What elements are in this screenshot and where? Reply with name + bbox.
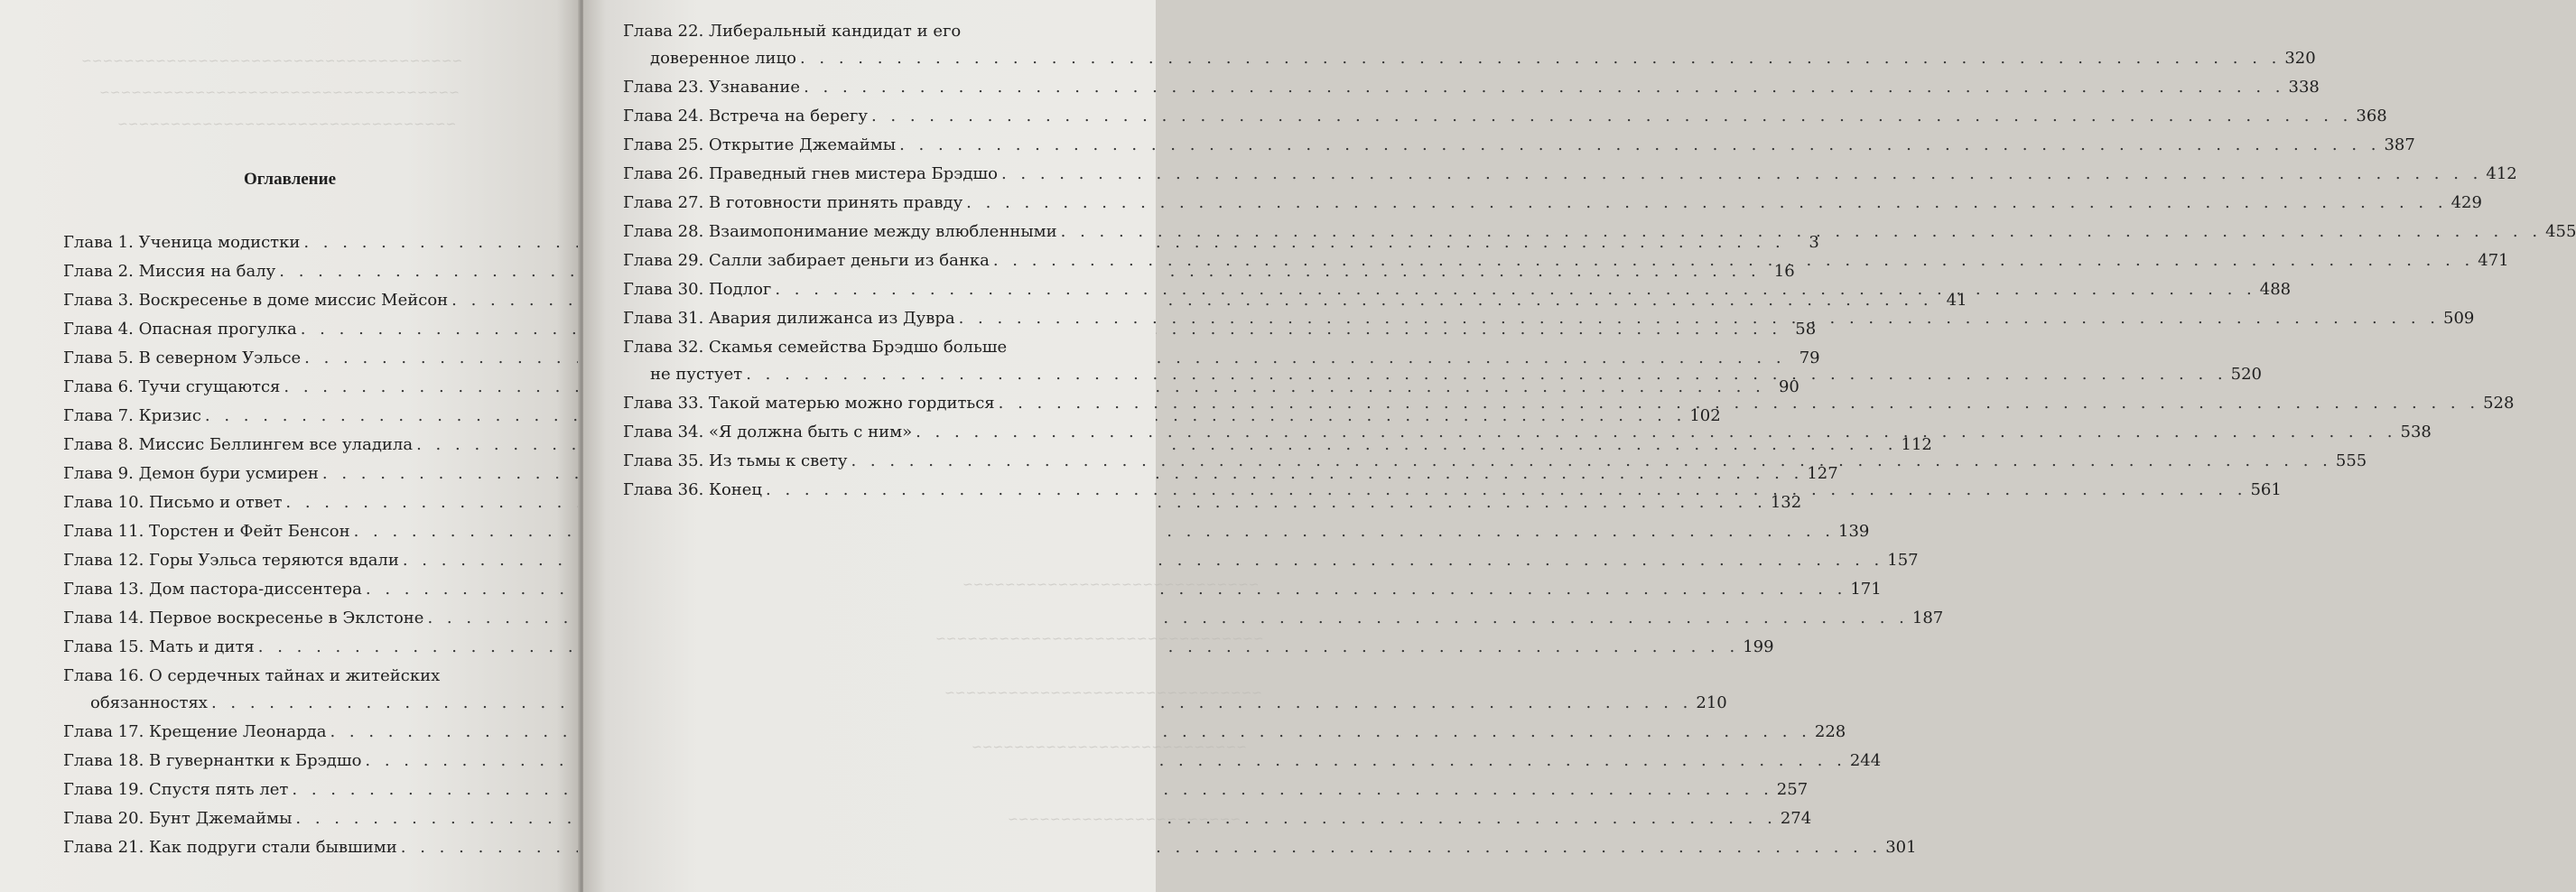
toc-entry <box>623 107 2387 135</box>
chapter-title: Глава 33. Такой матерью можно гордиться <box>623 394 995 413</box>
page-number: 455 <box>2545 222 2576 241</box>
toc-entry <box>63 809 1812 838</box>
page-number: 16 <box>1773 262 1795 281</box>
page-number: 520 <box>2230 365 2262 384</box>
chapter-title: Глава 18. В гувернантки к Брэдшо <box>63 751 362 770</box>
chapter-title: Глава 34. «Я должна быть с ним» <box>623 423 913 441</box>
toc-entry <box>63 838 1917 867</box>
page-number: 274 <box>1780 809 1812 828</box>
chapter-title-continued: доверенное лицо <box>650 49 796 68</box>
page-number: 429 <box>2450 193 2482 212</box>
chapter-title: Глава 12. Горы Уэльса теряются вдали <box>63 551 399 570</box>
chapter-title: Глава 8. Миссис Беллингем все уладила <box>63 435 414 454</box>
dot-leader <box>800 49 2281 68</box>
page-number: 488 <box>2259 280 2292 299</box>
toc-entry <box>63 609 1944 637</box>
toc-entry <box>623 222 2576 251</box>
dot-leader <box>1061 222 2542 241</box>
page-number: 171 <box>1850 580 1882 599</box>
page-number: 538 <box>2400 423 2432 441</box>
toc-entry <box>623 164 2517 193</box>
chapter-title: Глава 24. Встреча на берегу <box>623 107 868 125</box>
dot-leader <box>966 193 2447 212</box>
bleed-through-text: ~~~~~~~~~~~~~~~~~~~~~~~~~~~~~~~~~~~~ <box>81 54 463 69</box>
bleed-through-text: ~~~~~~~~~~~~~~~~~~~~~~~~~~~~~~~~ <box>117 117 457 132</box>
chapter-title: Глава 28. Взаимопонимание между влюбленными <box>623 222 1057 241</box>
dot-leader <box>746 365 2227 384</box>
page-number: 132 <box>1770 493 1802 512</box>
page-number: 561 <box>2250 480 2282 499</box>
chapter-title: Глава 31. Авария дилижанса из Дувра <box>623 309 955 328</box>
chapter-title: Глава 23. Узнавание <box>623 78 801 97</box>
chapter-title-continued: обязанностях <box>90 693 208 712</box>
page-number: 257 <box>1776 780 1809 799</box>
page-number: 387 <box>2384 135 2415 154</box>
page-number: 139 <box>1838 522 1870 541</box>
dot-leader <box>851 451 2331 470</box>
page-number: 79 <box>1799 348 1820 367</box>
page-number: 471 <box>2478 251 2509 270</box>
chapter-title: Глава 35. Из тьмы к свету <box>623 451 848 470</box>
chapter-title: Глава 6. Тучи сгущаются <box>63 377 281 396</box>
toc-entry <box>623 22 2316 78</box>
chapter-title: Глава 7. Кризис <box>63 406 201 425</box>
toc-entry <box>63 522 1870 551</box>
chapter-title: Глава 3. Воскресенье в доме миссис Мейсон <box>63 291 449 310</box>
chapter-title: Глава 25. Открытие Джемаймы <box>623 135 897 154</box>
chapter-title: Глава 20. Бунт Джемаймы <box>63 809 293 828</box>
dot-leader <box>993 251 2474 270</box>
chapter-title: Глава 26. Праведный гнев мистера Брэдшо <box>623 164 998 183</box>
chapter-title: Глава 32. Скамья семейства Брэдшо больше <box>623 338 1008 357</box>
chapter-title: Глава 10. Письмо и ответ <box>63 493 283 512</box>
dot-leader <box>775 280 2255 299</box>
toc-entry <box>63 580 1882 609</box>
page-number: 528 <box>2483 394 2515 413</box>
toc-entry <box>63 666 1727 722</box>
chapter-title: Глава 13. Дом пастора-диссентера <box>63 580 362 599</box>
dot-leader <box>766 480 2246 499</box>
bleed-through-text: ~~~~~~~~~~~~~~~~~~~~~~~~~~~~~~~~~~ <box>99 86 460 100</box>
page-number: 112 <box>1901 435 1932 454</box>
chapter-title: Глава 30. Подлог <box>623 280 772 299</box>
chapter-title: Глава 4. Опасная прогулка <box>63 320 297 339</box>
page-number: 3 <box>1809 233 1819 252</box>
toc-entry <box>63 780 1809 809</box>
page-number: 127 <box>1807 464 1838 483</box>
dot-leader <box>999 394 2479 413</box>
page-number: 199 <box>1743 637 1774 656</box>
page-number: 320 <box>2284 49 2316 68</box>
chapter-title: Глава 22. Либеральный кандидат и его <box>623 22 962 41</box>
chapter-title: Глава 29. Салли забирает деньги из банка <box>623 251 990 270</box>
dot-leader <box>959 309 2440 328</box>
chapter-title: Глава 2. Миссия на балу <box>63 262 276 281</box>
chapter-title: Глава 27. В готовности принять правду <box>623 193 963 212</box>
chapter-title-continued: не пустует <box>650 365 743 384</box>
chapter-title: Глава 16. О сердечных тайнах и житейских <box>63 666 441 685</box>
toc-title: Оглавление <box>243 170 337 189</box>
dot-leader <box>871 107 2352 125</box>
bleed-through-text: ~~~~~~~~~~~~~~~~~~~~~~~~~~~~~~ <box>944 686 1262 701</box>
bleed-through-text: ~~~~~~~~~~~~~~~~~~~~~~~~~~~~ <box>963 578 1260 592</box>
toc-entry <box>63 722 1846 751</box>
page-number: 244 <box>1849 751 1882 770</box>
toc-entry <box>63 493 1802 522</box>
toc-entry <box>623 193 2482 222</box>
page-number: 210 <box>1696 693 1727 712</box>
toc-entry <box>623 135 2415 164</box>
page-number: 41 <box>1946 291 1967 310</box>
dot-leader <box>916 423 2396 441</box>
bleed-through-text: ~~~~~~~~~~~~~~~~~~~~~~ <box>1008 813 1242 827</box>
chapter-title: Глава 9. Демон бури усмирен <box>63 464 319 483</box>
page-number: 338 <box>2288 78 2320 97</box>
page-number: 90 <box>1778 377 1799 396</box>
page-number: 555 <box>2335 451 2367 470</box>
chapter-title: Глава 14. Первое воскресенье в Эклстоне <box>63 609 424 627</box>
dot-leader <box>804 78 2284 97</box>
page-number: 228 <box>1814 722 1846 741</box>
page-number: 187 <box>1911 609 1944 627</box>
dot-leader <box>1001 164 2482 183</box>
page-number: 368 <box>2356 107 2387 125</box>
toc-entry <box>623 78 2320 107</box>
toc-entry <box>63 751 1882 780</box>
page-number: 102 <box>1689 406 1721 425</box>
page-number: 509 <box>2443 309 2475 328</box>
chapter-title: Глава 11. Торстен и Фейт Бенсон <box>63 522 350 541</box>
chapter-title: Глава 1. Ученица модистки <box>63 233 301 252</box>
chapter-title: Глава 21. Как подруги стали бывшими <box>63 838 397 857</box>
page-number: 301 <box>1885 838 1917 857</box>
bleed-through-text: ~~~~~~~~~~~~~~~~~~~~~~~~~~ <box>972 740 1247 755</box>
toc-entry <box>63 637 1774 666</box>
page-number: 157 <box>1887 551 1919 570</box>
bleed-through-text: ~~~~~~~~~~~~~~~~~~~~~~~~~~~~~~~ <box>935 632 1264 646</box>
chapter-title: Глава 5. В северном Уэльсе <box>63 348 302 367</box>
page-number: 58 <box>1795 320 1817 339</box>
chapter-title: Глава 19. Спустя пять лет <box>63 780 289 799</box>
dot-leader <box>899 135 2380 154</box>
chapter-title: Глава 17. Крещение Леонарда <box>63 722 327 741</box>
chapter-title: Глава 15. Мать и дитя <box>63 637 255 656</box>
page-number: 412 <box>2486 164 2517 183</box>
chapter-title: Глава 36. Конец <box>623 480 763 499</box>
toc-entry <box>63 551 1919 580</box>
